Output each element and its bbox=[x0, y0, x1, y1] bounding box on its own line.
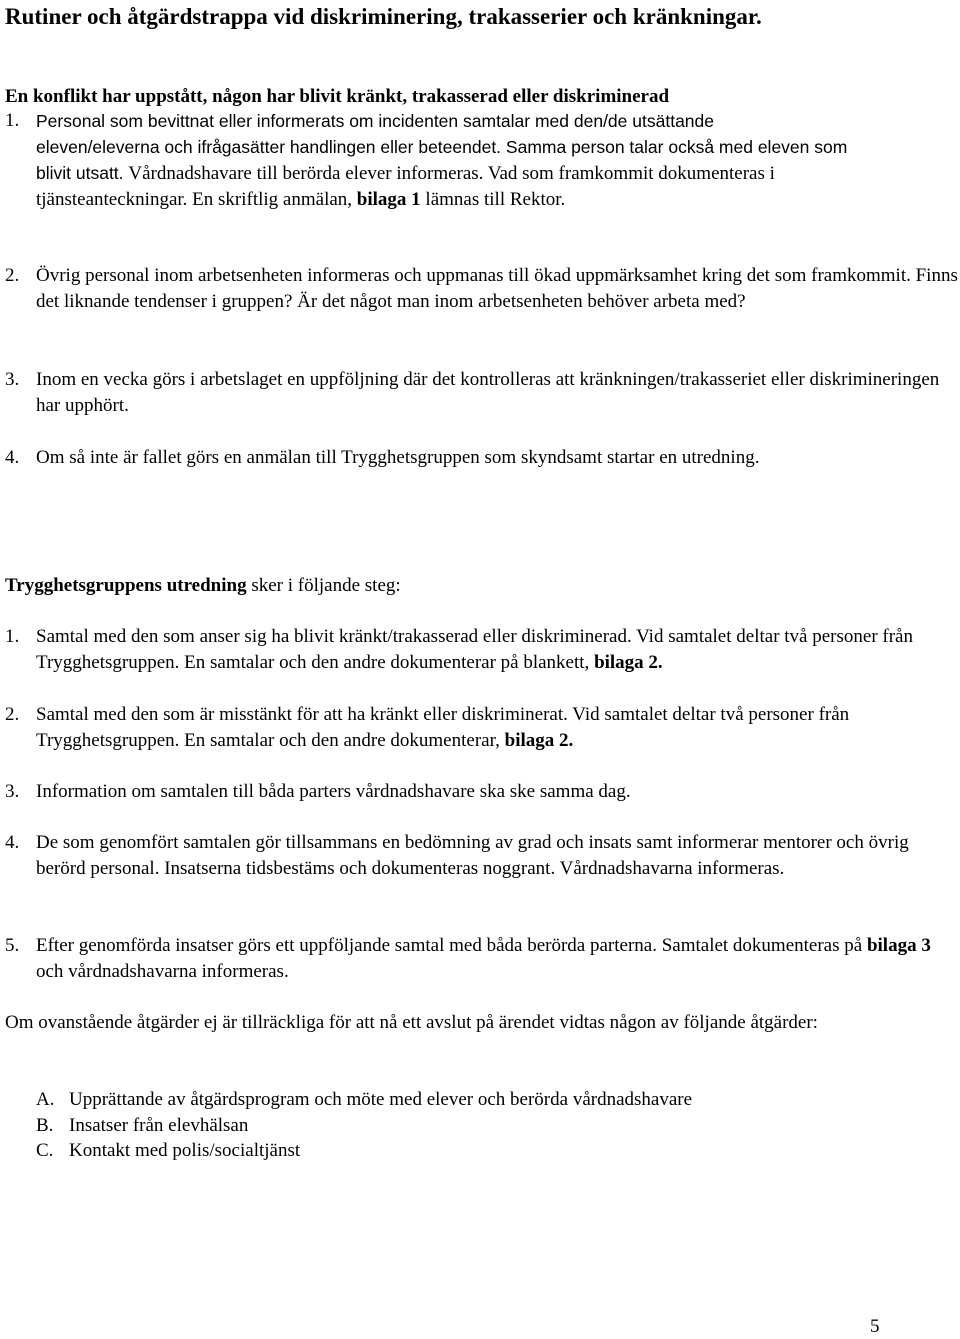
document-page: Rutiner och åtgärdstrappa vid diskriminering, trakasserier och kränkningar. En konflikt har uppstått, någon har blivit kränkt, trakasserad eller diskriminerad 1. Personal som bevittnat eller informerats om incidenten samtalar med den/de utsättande eleven/eleverna och ifrågasätter handlingen eller beteendet. Samma person talar också med eleven som blivit utsatt. Vårdnadshavare till berörda elever informeras. Vad som framkommit dokumenteras i tjänsteanteckningar. En skriftlig anmälan, bilaga 1 lämnas till Rektor. 2. Övrig personal inom arbetsenheten informeras och uppmanas till ökad uppmärksamhet kring det som framkommit. Finns det liknande tendenser i gruppen? Är det något man inom arbetsenheten behöver arbeta med? 3. Inom en vecka görs i arbetslaget en uppföljning där det kontrolleras att kränkningen/trakasseriet eller diskrimineringen har upphört. 4. Om så inte är fallet görs en anmälan till Trygghetsgruppen som skyndsamt startar en utredning. Trygghetsgruppens utredning sker i följande steg: 1. Samtal med den som anser sig ha blivit kränkt/trakasserad eller diskriminerad. Vid samtalet deltar två personer från Trygghetsgruppen. En samtalar och den andre dokumenterar på blankett, bilaga 2. 2. Samtal med den som är misstänkt för att ha kränkt eller diskriminerat. Vid samtalet deltar två personer från Trygghetsgruppen. En samtalar och den andre dokumenterar, bilaga 2. 3. Information om samtalen till båda parters vårdnadshavare ska ske samma dag. 4. De som genomfört samtalen gör tillsammans en bedömning av grad och insats samt informerar mentorer och övrig berörd personal. Insatserna tidsbestäms och dokumenteras noggrant. Vårdnadshavarna informeras. 5. Efter genomförda insatser görs ett uppföljande samtal med båda berörda parterna. Samtalet dokumenteras på bilaga 3 och vårdnadshavarna informeras. Om ovanstående åtgärder ej är tillräckliga för att nå ett avslut på ärendet vidtas någon av följande åtgärder: A. Upprättande av åtgärdsprogram och möte med elever och berörda vårdnadshavare B. Insatser från elevhälsan C. Kontakt med polis/socialtjänst 5 bbox=[0, 0, 960, 1336]
section-heading: Trygghetsgruppens utredning sker i följande steg: bbox=[5, 575, 401, 596]
item-text: Personal som bevittnat eller informerats om incidenten samtalar med den/de utsättande eleven/eleverna och ifrågasätter handlingen eller beteendet. Samma person talar också med eleven som blivit utsatt. Vårdnadshavare till berörda elever informeras. Vad som framkommit dokumenteras i tjänsteanteckningar. En skriftlig anmälan, bilaga 1 lämnas till Rektor. bbox=[36, 111, 848, 210]
item-text: Övrig personal inom arbetsenheten informeras och uppmanas till ökad uppmärksamhet kring det som framkommit. Finns det liknande tendenser i gruppen? Är det något man inom arbetsenheten behöver arbeta med? bbox=[36, 265, 958, 312]
section-subtitle: En konflikt har uppstått, någon har blivit kränkt, trakasserad eller diskriminerad bbox=[5, 86, 670, 107]
item-number: 1. bbox=[5, 626, 20, 647]
page-number: 5 bbox=[870, 1316, 880, 1337]
item-text: Information om samtalen till båda parters vårdnadshavare ska ske samma dag. bbox=[36, 781, 631, 802]
item-text: De som genomfört samtalen gör tillsammans en bedömning av grad och insats samt informerar mentorer och övrig berörd personal. Insatserna tidsbestäms och dokumenteras noggrant. Vårdnadshavarna informeras. bbox=[36, 832, 909, 879]
item-number: 3. bbox=[5, 781, 20, 802]
item-text: Om så inte är fallet görs en anmälan till Trygghetsgruppen som skyndsamt startar en utredning. bbox=[36, 447, 760, 468]
item-number: 4. bbox=[5, 447, 20, 468]
item-text: Efter genomförda insatser görs ett uppföljande samtal med båda berörda parterna. Samtalet dokumenteras på bilaga 3 och vårdnadshavarna informeras. bbox=[36, 935, 931, 982]
item-number: 3. bbox=[5, 369, 20, 390]
item-number: 4. bbox=[5, 832, 20, 853]
document-title: Rutiner och åtgärdstrappa vid diskriminering, trakasserier och kränkningar. bbox=[5, 4, 762, 29]
item-text: Samtal med den som anser sig ha blivit kränkt/trakasserad eller diskriminerad. Vid samtalet deltar två personer från Trygghetsgruppen. En samtalar och den andre dokumenterar på blankett, bilaga 2. bbox=[36, 626, 913, 673]
item-number: 2. bbox=[5, 704, 20, 725]
item-number: 5. bbox=[5, 935, 20, 956]
closing-paragraph: Om ovanstående åtgärder ej är tillräckliga för att nå ett avslut på ärendet vidtas någon av följande åtgärder: bbox=[5, 1012, 818, 1033]
item-text: Inom en vecka görs i arbetslaget en uppföljning där det kontrolleras att kränkningen/trakasseriet eller diskrimineringen har upphört. bbox=[36, 369, 940, 416]
item-number: 1. bbox=[5, 110, 20, 131]
item-text: Samtal med den som är misstänkt för att ha kränkt eller diskriminerat. Vid samtalet deltar två personer från Trygghetsgruppen. En samtalar och den andre dokumenterar, bilaga 2. bbox=[36, 704, 850, 751]
item-number: 2. bbox=[5, 265, 20, 286]
list-item bbox=[5, 108, 960, 238]
